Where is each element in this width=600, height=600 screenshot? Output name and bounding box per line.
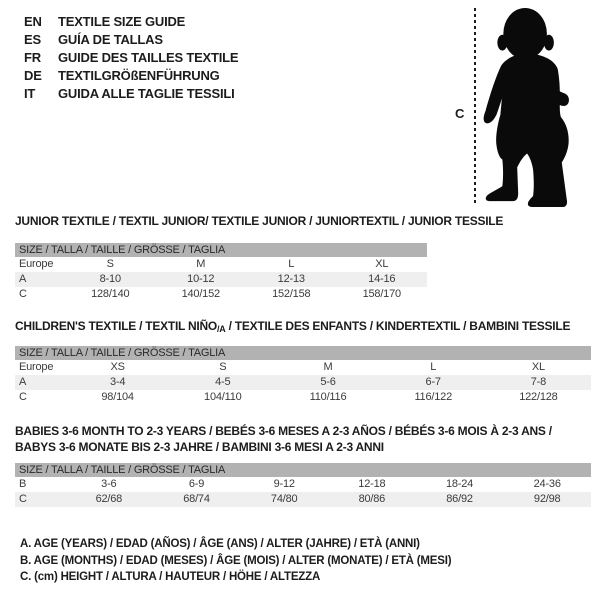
table-cell: 92/98 [533,493,561,505]
table-cell: XS [110,361,125,373]
toddler-silhouette-image [477,4,597,212]
language-row-es [24,31,238,49]
row-label: Europe [19,258,54,270]
table-cell: 10-12 [187,273,215,285]
table-cell: 122/128 [519,391,558,403]
row-label: C [19,391,27,403]
table-cell: 7-8 [530,376,547,388]
language-code: IT [24,86,36,101]
table-cell: 12-18 [358,478,386,490]
table-cell: 140/152 [181,288,220,300]
babies-size-table [15,463,591,507]
children-title-post: / TEXTILE DES ENFANTS / KINDERTEXTIL / BAMBINI TESSILE [225,319,571,333]
size-header-bar: SIZE / TALLA / TAILLE / GRÖSSE / TAGLIA [15,243,427,257]
language-title: TEXTILE SIZE GUIDE [58,14,186,29]
babies-table-title [15,423,552,455]
language-title: TEXTILGRÖßENFÜHRUNG [58,68,220,83]
language-row-en [24,13,238,31]
language-code: EN [24,14,42,29]
children-table-title [15,318,570,337]
language-title: GUIDA ALLE TAGLIE TESSILI [58,86,235,101]
table-row-age [15,272,427,287]
table-cell: 24-36 [533,478,561,490]
height-measure-dashed-line [474,8,476,206]
size-header-bar: SIZE / TALLA / TAILLE / GRÖSSE / TAGLIA [15,463,591,477]
table-row-europe [15,360,591,375]
table-cell: 18-24 [445,478,474,490]
language-code: ES [24,32,41,47]
row-label: Europe [19,361,54,373]
table-cell: 3-6 [101,478,117,490]
table-cell: L [288,258,295,270]
legend-line-a: A. AGE (YEARS) / EDAD (AÑOS) / ÂGE (ANS) / ALTER (JAHRE) / ETÀ (ANNI) [20,538,420,550]
table-cell: 4-5 [215,376,231,388]
table-cell: 6-9 [188,478,205,490]
babies-title-line1: BABIES 3-6 MONTH TO 2-3 YEARS / BEBÉS 3-6 MESES A 2-3 AÑOS / BÉBÉS 3-6 MOIS À 2-3 ANS / [15,424,552,438]
table-cell: 62/68 [95,493,123,505]
row-label: C [19,288,27,300]
language-title-list [24,13,238,103]
legend-line-c: C. (cm) HEIGHT / ALTURA / HAUTEUR / HÖHE / ALTEZZA [20,571,321,583]
table-row-age [15,375,591,390]
table-row-europe [15,257,427,272]
table-cell: 110/116 [309,391,347,403]
language-row-fr [24,49,238,67]
language-title: GUIDE DES TAILLES TEXTILE [58,50,239,65]
table-cell: 5-6 [320,376,336,388]
table-cell: 80/86 [358,493,386,505]
table-cell: 9-12 [273,478,295,490]
table-row-height [15,390,591,405]
table-cell: 152/158 [272,288,311,300]
junior-size-table [15,243,427,302]
table-cell: 158/170 [362,288,401,300]
language-code: DE [24,68,42,83]
table-cell: 86/92 [446,493,473,505]
row-label: A [19,376,27,388]
junior-table-title: JUNIOR TEXTILE / TEXTIL JUNIOR/ TEXTILE JUNIOR / JUNIORTEXTIL / JUNIOR TESSILE [15,214,504,228]
table-row-height [15,287,427,302]
language-title: GUÍA DE TALLAS [58,32,163,47]
table-cell: 98/104 [101,391,134,403]
height-marker-label: C [455,106,465,121]
size-header-bar: SIZE / TALLA / TAILLE / GRÖSSE / TAGLIA [15,346,591,360]
table-cell: S [219,361,227,373]
table-cell: 104/110 [204,391,242,403]
language-code: FR [24,50,41,65]
legend [20,536,451,586]
row-label: C [19,493,27,505]
children-title-subscript: /A [216,324,226,334]
babies-title-line2: BABYS 3-6 MONATE BIS 2-3 JAHRE / BAMBINI 3-6 MESI A 2-3 ANNI [15,440,384,454]
table-row-height [15,492,591,507]
table-cell: S [106,258,114,270]
table-cell: 8-10 [99,273,121,285]
table-cell: M [196,258,206,270]
table-cell: XL [375,258,389,270]
table-cell: 12-13 [277,273,305,285]
language-row-de [24,67,238,85]
table-cell: 3-4 [109,376,126,388]
children-title-pre: CHILDREN'S TEXTILE / TEXTIL NIÑO [15,319,217,333]
table-cell: M [323,361,333,373]
table-cell: XL [531,361,545,373]
row-label: A [19,273,27,285]
table-row-age-months [15,477,591,492]
table-cell: 128/140 [91,288,130,300]
table-cell: 68/74 [183,493,210,505]
table-cell: 14-16 [368,273,396,285]
table-cell: 116/122 [414,391,452,403]
table-cell: 74/80 [270,493,298,505]
table-cell: L [430,361,437,373]
table-cell: 6-7 [425,376,441,388]
language-row-it [24,85,238,103]
legend-line-b: B. AGE (MONTHS) / EDAD (MESES) / ÂGE (MOIS) / ALTER (MONATE) / ETÀ (MESI) [20,554,452,567]
row-label: B [19,478,27,490]
children-size-table [15,346,591,405]
